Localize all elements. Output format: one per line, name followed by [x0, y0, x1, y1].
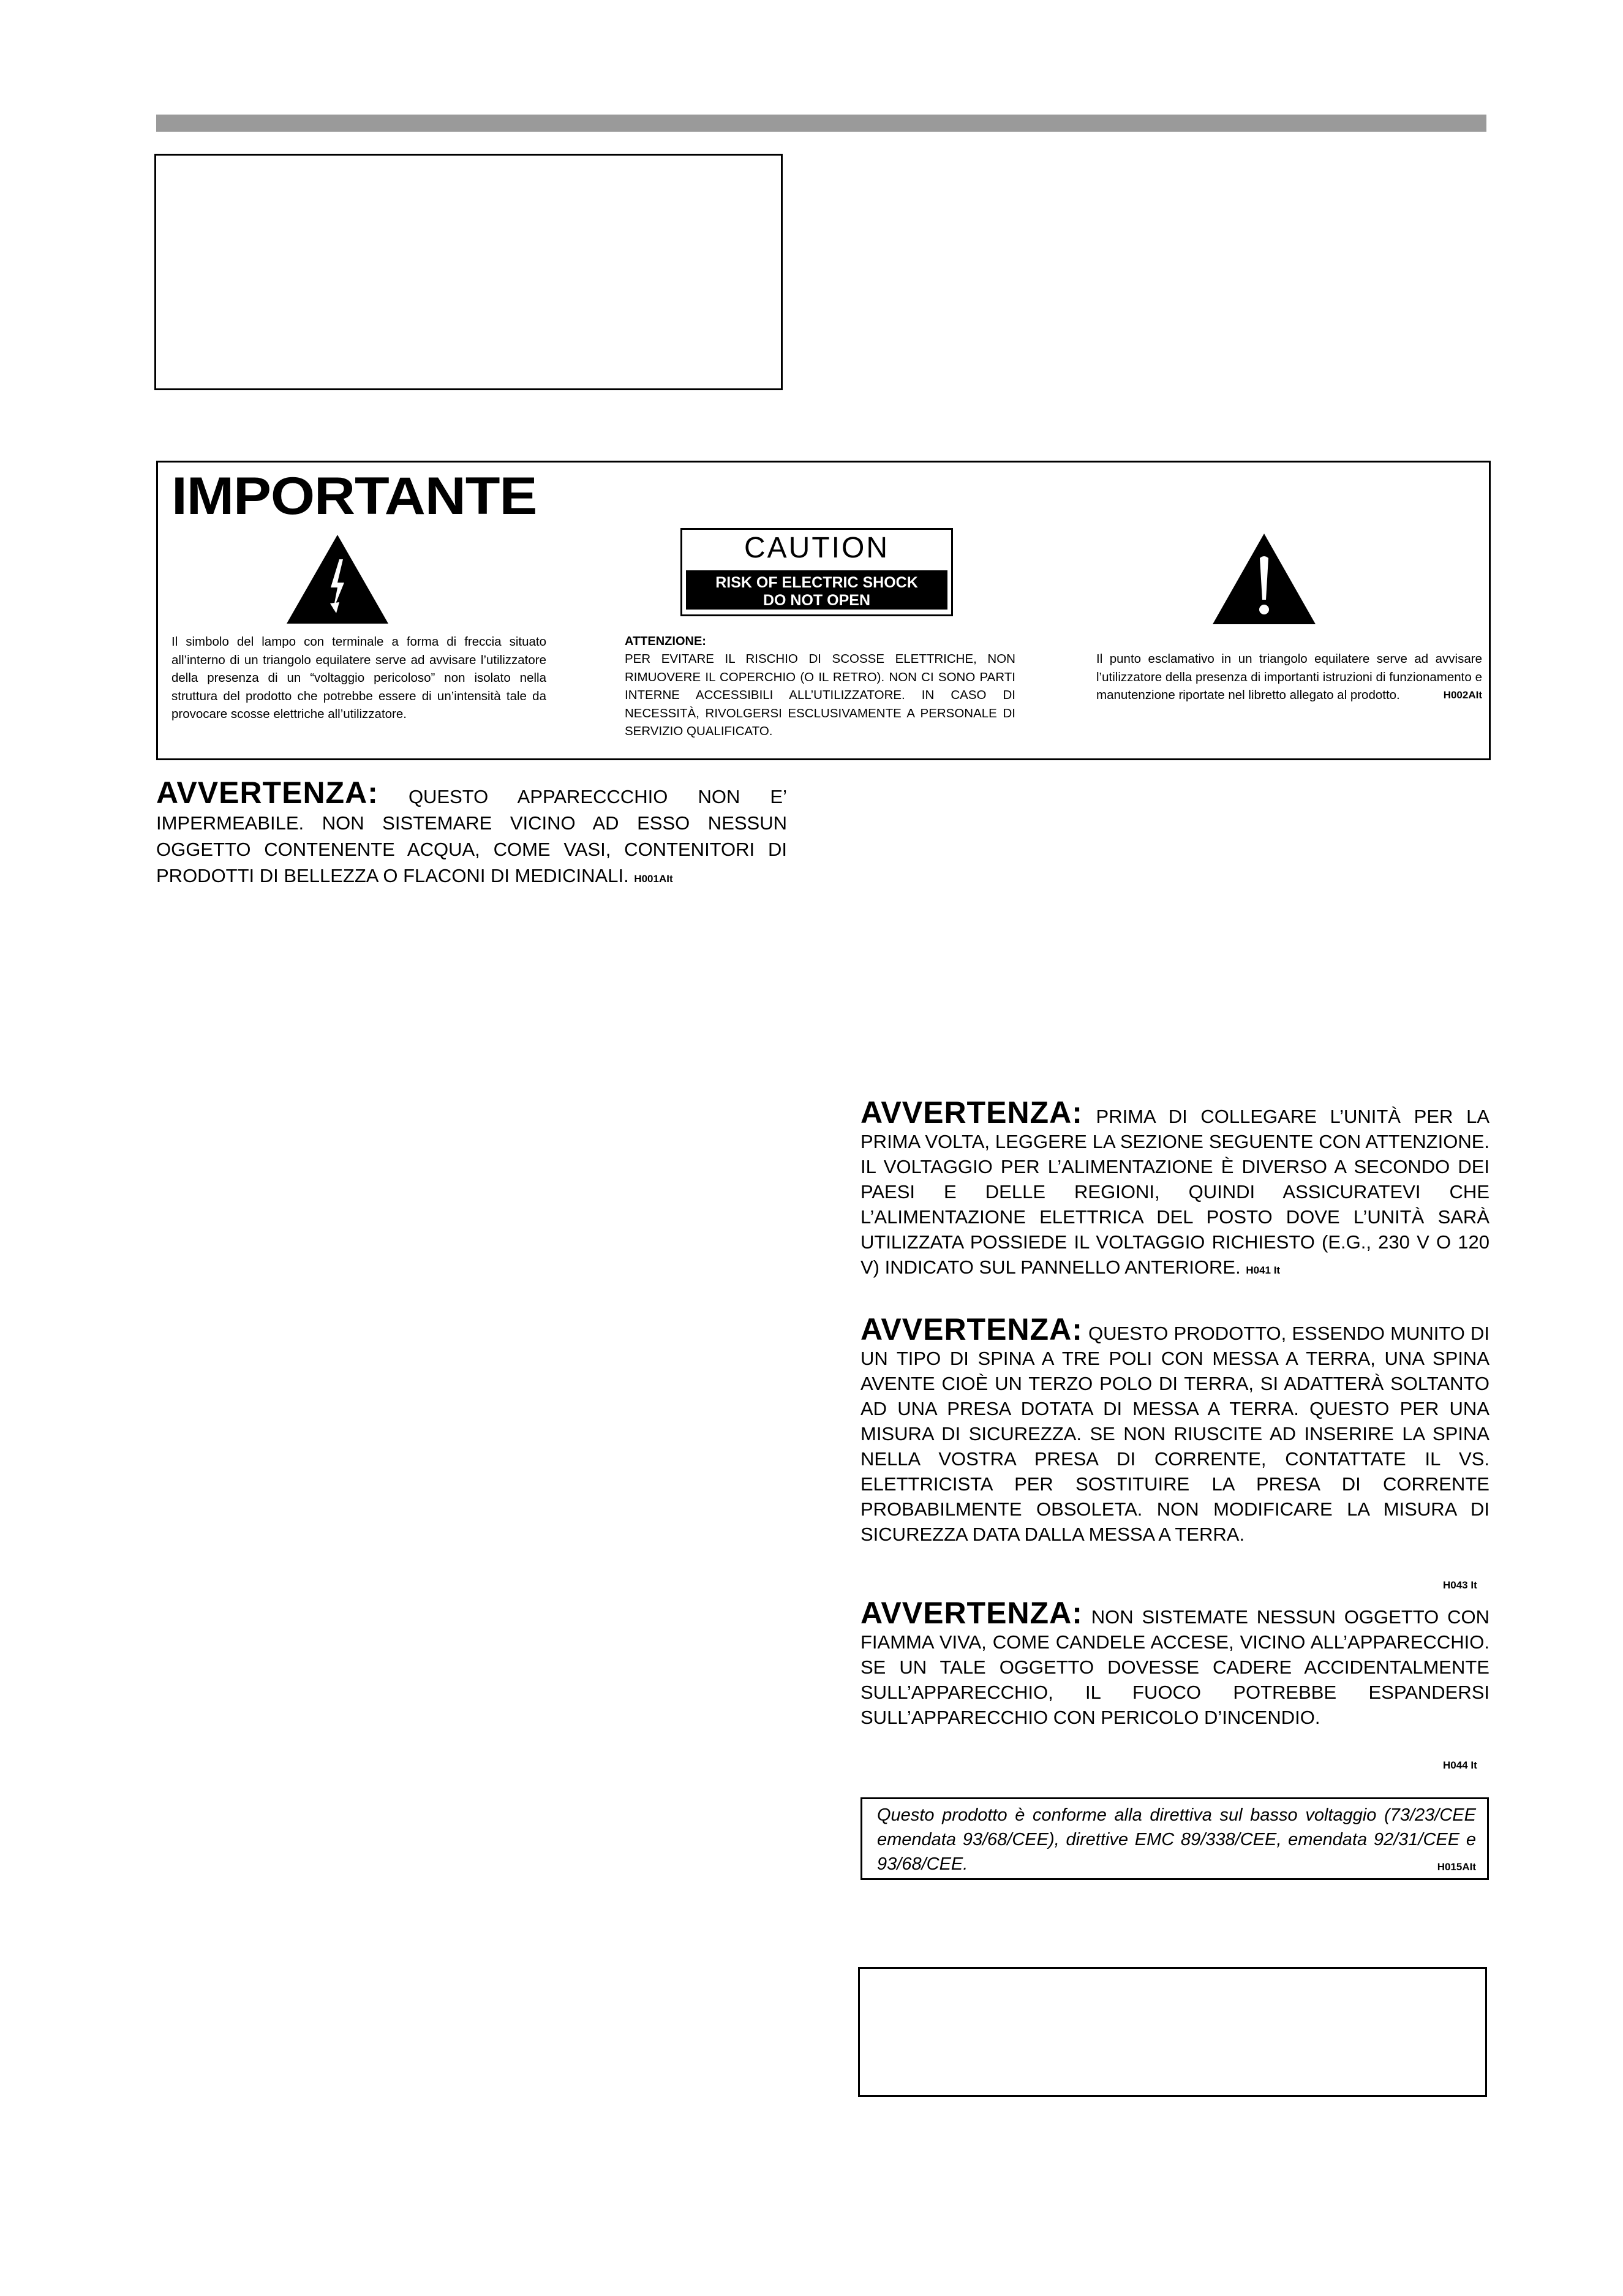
caution-label — [680, 528, 953, 616]
warning-keyword: AVVERTENZA: — [860, 1095, 1083, 1130]
blank-box-top — [154, 154, 783, 390]
warning-ground — [860, 1312, 1489, 1547]
warning-water — [156, 776, 787, 892]
warning-voltage — [860, 1095, 1489, 1283]
warning-keyword: AVVERTENZA: — [860, 1596, 1083, 1630]
warning-water-text: QUESTO APPARECCCHIO NON E’ IMPERMEABILE. NON SISTEMARE VICINO AD ESSO NESSUN OGGETTO CONTENENTE ACQUA, COME VASI, CONTENITORI DI PRODOTTI DI BELLEZZA O FLACONI DI MEDICINALI. — [156, 786, 787, 886]
warning-voltage-code: H041 It — [1246, 1264, 1281, 1276]
blank-box-bottom — [858, 1967, 1487, 2097]
caution-text: PER EVITARE IL RISCHIO DI SCOSSE ELETTRICHE, NON RIMUOVERE IL COPERCHIO (O IL RETRO). NON CI SONO PARTI INTERNE ACCESSIBILI ALL’UTILIZZATORE. IN CASO DI NECESSITÀ, RIVOLGERSI ESCLUSIVAMENTE A PERSONALE DI SERVIZIO QUALIFICATO. — [625, 652, 1015, 738]
conformity-text: Questo prodotto è conforme alla direttiva sul basso voltaggio (73/23/CEE emendata 93/68/CEE), direttive EMC 89/338/CEE, emendata 92/31/CEE e 93/68/CEE. — [877, 1805, 1476, 1874]
exclamation-text-body: Il punto esclamativo in un triangolo equilatere serve ad avvisare l’utilizzatore della presenza di importanti istruzioni di funzionamento e manutenzione riportate nel libretto allegato al prodotto. — [1096, 652, 1482, 702]
important-title: IMPORTANTE — [171, 467, 537, 526]
exclamation-triangle-icon — [1213, 534, 1316, 624]
warning-fire-text: NON SISTEMATE NESSUN OGGETTO CON FIAMMA VIVA, COME CANDELE ACCESE, VICINO ALL’APPARECCHIO. SE UN TALE OGGETTO DOVESSE CADERE ACCIDENTALMENTE SULL’APPARECCHIO, IL FUOCO POTREBBE ESPANDERSI SULL’APPARECCHIO CON PERICOLO D’INCENDIO. — [860, 1606, 1489, 1728]
warning-ground-code: H043 It — [1443, 1579, 1477, 1591]
warning-voltage-text: PRIMA DI COLLEGARE L’UNITÀ PER LA PRIMA VOLTA, LEGGERE LA SEZIONE SEGUENTE CON ATTENZIONE. IL VOLTAGGIO PER L’ALIMENTAZIONE È DIVERSO A SECONDO DEI PAESI E DELLE REGIONI, QUINDI ASSICURATEVI CHE L’ALIMENTAZIONE ELETTRICA DEL POSTO DOVE L’UNITÀ SARÀ UTILIZZATA POSSIEDE IL VOLTAGGIO RICHIESTO (E.G., 230 V O 120 V) INDICATO SUL PANNELLO ANTERIORE. — [860, 1106, 1489, 1278]
conformity-box — [860, 1797, 1489, 1880]
caution-line-2: DO NOT OPEN — [763, 592, 870, 609]
warning-keyword: AVVERTENZA: — [860, 1312, 1083, 1346]
conformity-code: H015AIt — [1437, 1861, 1476, 1873]
caution-band — [686, 570, 947, 610]
warning-fire — [860, 1596, 1489, 1730]
top-rule — [156, 115, 1486, 132]
caution-word: CAUTION — [744, 532, 889, 564]
warning-fire-code: H044 It — [1443, 1759, 1477, 1771]
caution-heading: ATTENZIONE: — [625, 635, 706, 648]
warning-water-code: H001AIt — [634, 873, 673, 885]
exclamation-code: H002AIt — [1443, 689, 1482, 701]
lightning-symbol-text: Il simbolo del lampo con terminale a forma di freccia situato all’interno di un triangolo equilatere serve ad avvisare l’utilizzatore della presenza di un “voltaggio pericoloso” non isolato nella struttura del prodotto che potrebbe essere di un’intensità tale da provocare scosse elettriche all’utilizzatore. — [171, 635, 546, 721]
warning-ground-text: QUESTO PRODOTTO, ESSENDO MUNITO DI UN TIPO DI SPINA A TRE POLI CON MESSA A TERRA, UNA SPINA AVENTE CIOÈ UN TERZO POLO DI TERRA, SI ADATTERÀ SOLTANTO AD UNA PRESA DOTATA DI MESSA A TERRA. QUESTO PER UNA MISURA DI SICUREZZA. SE NON RIUSCITE AD INSERIRE LA SPINA NELLA VOSTRA PRESA DI CORRENTE, CONTATTATE IL VS. ELETTRICISTA PER SOSTITUIRE LA PRESA DI CORRENTE PROBABILMENTE OBSOLETA. NON MODIFICARE LA MISURA DI SICUREZZA DATA DALLA MESSA A TERRA. — [860, 1323, 1489, 1545]
lightning-triangle-icon — [287, 535, 388, 624]
warning-keyword: AVVERTENZA: — [156, 776, 378, 810]
caution-line-1: RISK OF ELECTRIC SHOCK — [715, 574, 918, 591]
exclamation-symbol-text — [1096, 650, 1482, 704]
important-box — [156, 461, 1491, 760]
